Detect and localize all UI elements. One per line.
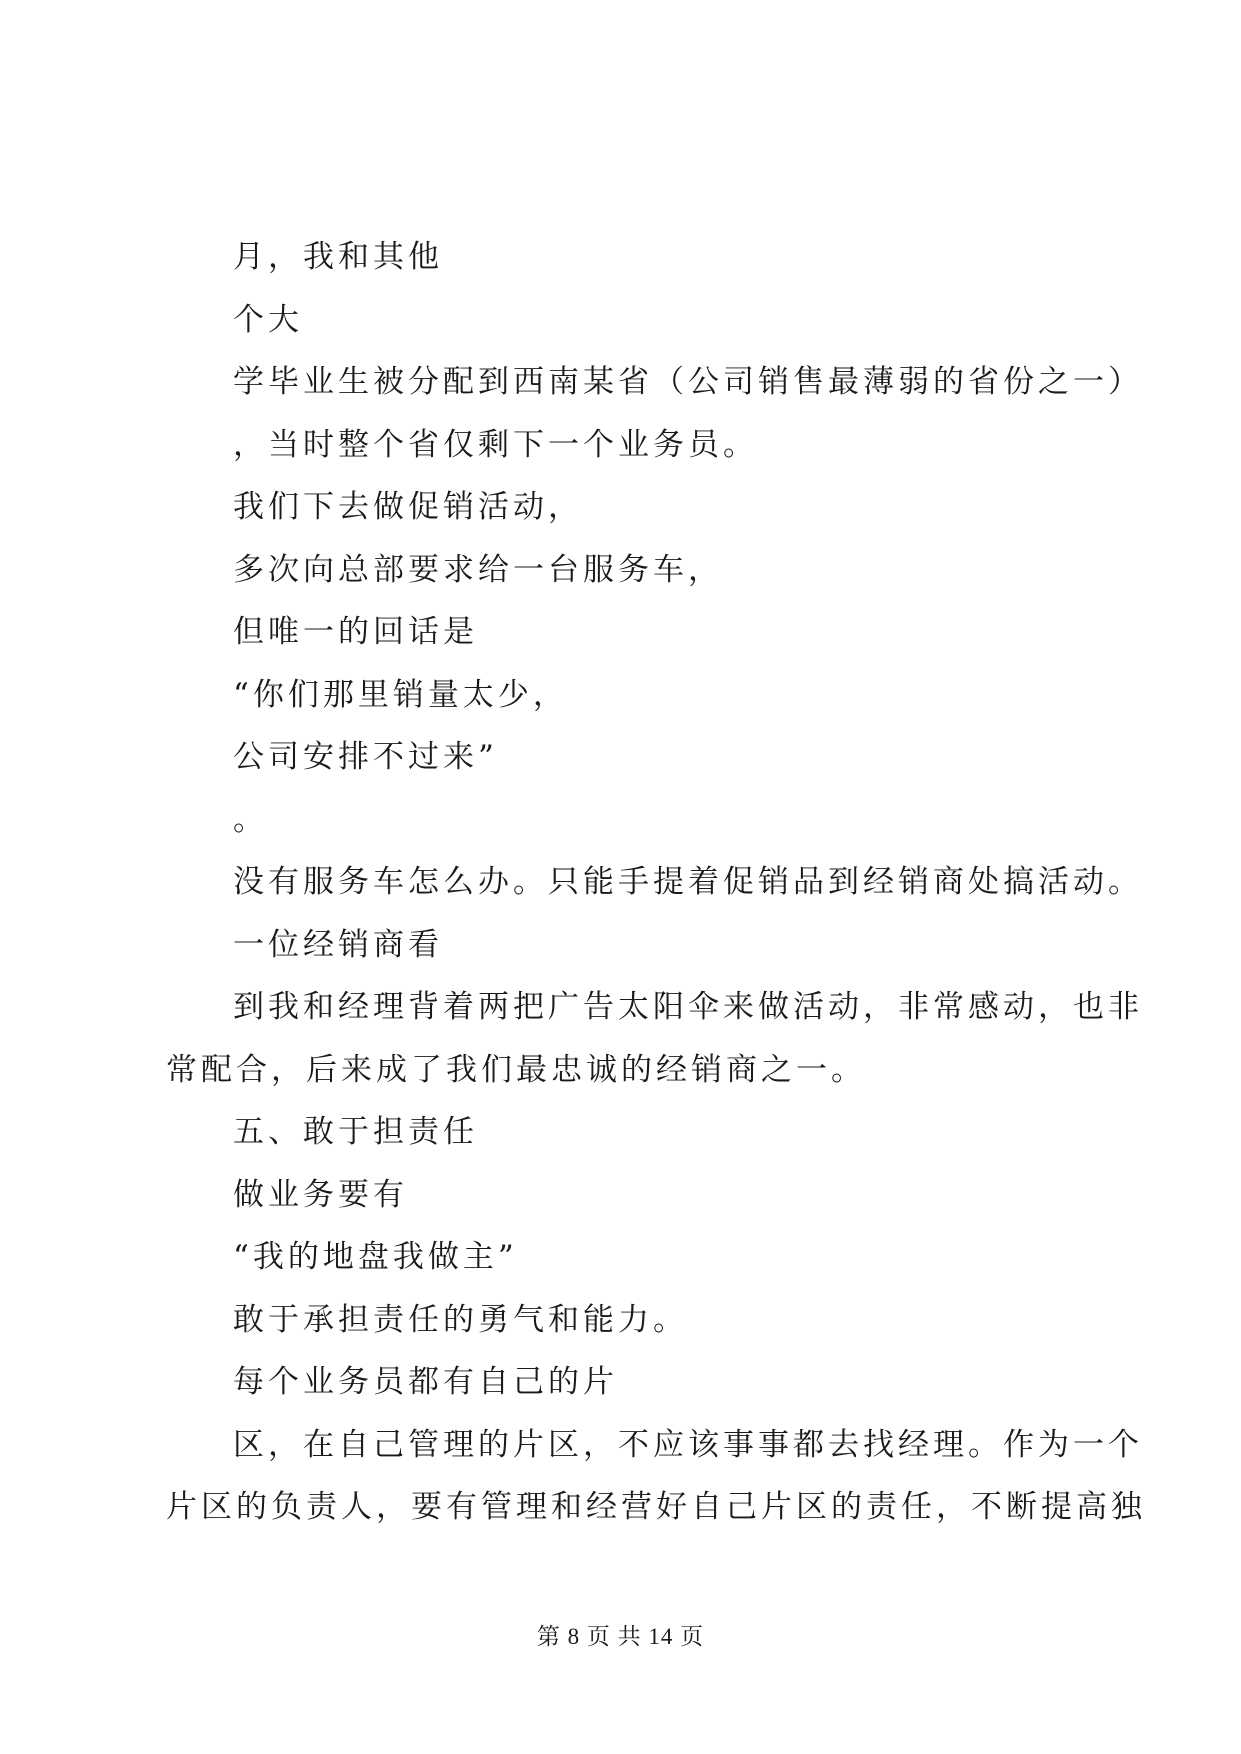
text-line: 但唯一的回话是 (233, 614, 478, 650)
text-line: “你们那里销量太少， (233, 677, 568, 713)
text-line: 区，在自己管理的片区，不应该事事都去找经理。作为一个 (233, 1427, 1143, 1463)
text-line: “我的地盘我做主” (233, 1239, 518, 1275)
text-line: 没有服务车怎么办。只能手提着促销品到经销商处搞活动。 (233, 864, 1143, 900)
section-heading: 五、敢于担责任 (233, 1114, 478, 1150)
text-line: 多次向总部要求给一台服务车， (233, 552, 723, 588)
text-line: 。 (233, 802, 268, 838)
text-line: 到我和经理背着两把广告太阳伞来做活动，非常感动，也非 (233, 989, 1143, 1025)
text-line: 我们下去做促销活动， (233, 489, 583, 525)
text-line: 学毕业生被分配到西南某省（公司销售最薄弱的省份之一） (233, 364, 1143, 400)
page-number-footer: 第 8 页 共 14 页 (536, 1624, 705, 1649)
text-line: 月，我和其他 (233, 239, 443, 275)
text-line: 公司安排不过来” (233, 739, 498, 775)
text-line: 一位经销商看 (233, 927, 443, 963)
text-line: 做业务要有 (233, 1177, 408, 1213)
text-line: 个大 (233, 302, 303, 338)
text-line: 常配合，后来成了我们最忠诚的经销商之一。 (166, 1052, 866, 1088)
text-line: ，当时整个省仅剩下一个业务员。 (233, 427, 758, 463)
text-line: 片区的负责人，要有管理和经营好自己片区的责任，不断提高独 (166, 1489, 1146, 1525)
text-line: 敢于承担责任的勇气和能力。 (233, 1302, 688, 1338)
text-line: 每个业务员都有自己的片 (233, 1364, 618, 1400)
